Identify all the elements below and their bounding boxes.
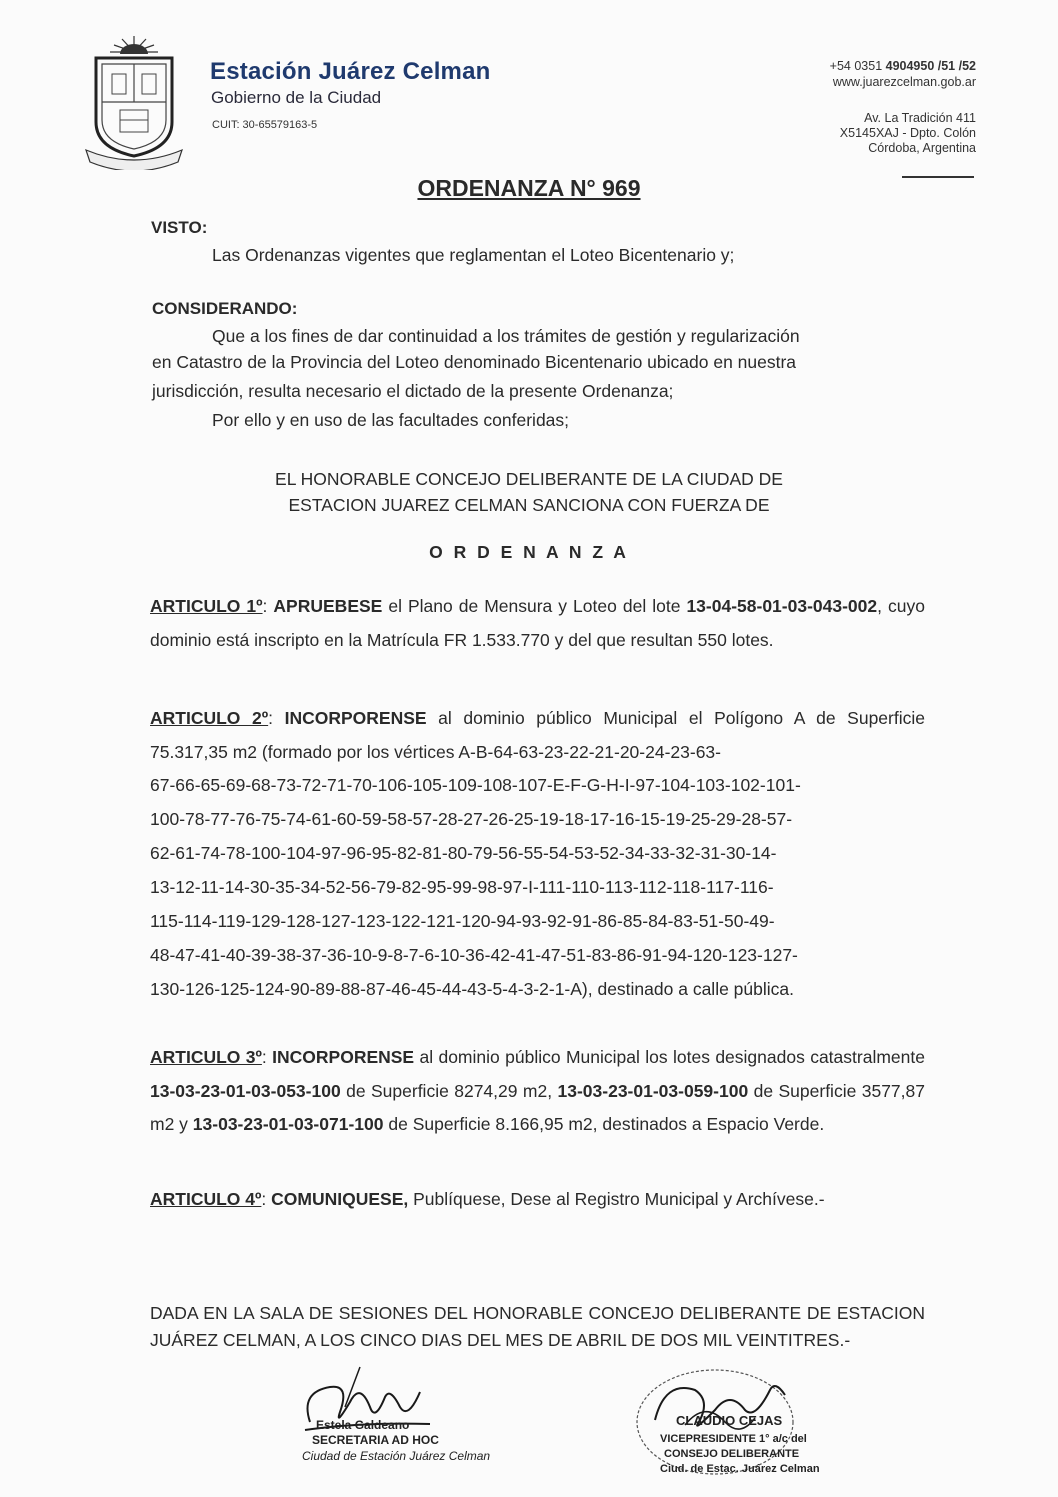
address-line-1: Av. La Tradición 411 [864,111,976,125]
article-4-label: ARTICULO 4º [150,1189,262,1209]
considerando-line-3: jurisdicción, resulta necesario el dictado de la presente Ordenanza; [152,381,674,401]
org-name: Estación Juárez Celman [210,58,491,85]
article-3: ARTICULO 3º: INCORPORENSE al dominio público Municipal los lotes designados catastralmente 13-03-23-01-03-053-100 de Superficie 8274,29 m2, 13-03-23-01-03-059-100 de Superficie 3577,87 m2 y 13-03-23-01-03-071-100 de Superficie 8.166,95 m2, destinados a Espacio Verde. [150,1047,925,1134]
considerando-line-1: Que a los fines de dar continuidad a los trámites de gestión y regularización [212,326,800,346]
right-signatory-role: VICEPRESIDENTE 1° a/c del [660,1433,807,1445]
visto-heading: VISTO: [151,218,208,237]
contact-phone: +54 0351 4904950 /51 /52 [829,59,976,73]
article-4: ARTICULO 4º: COMUNIQUESE, Publíquese, Dese al Registro Municipal y Archívese.- [150,1189,825,1209]
article-4-verb: COMUNIQUESE, [271,1189,409,1209]
vertices-line-1: 67-66-65-69-68-73-72-71-70-106-105-109-108-107-E-F-G-H-I-97-104-103-102-101- [150,775,801,795]
article-1-lot: 13-04-58-01-03-043-002 [686,596,878,616]
considerando-line-2: en Catastro de la Provincia del Loteo denominado Bicentenario ubicado en nuestra [152,352,797,372]
municipal-crest-logo [78,30,190,170]
left-signatory-name: Estela Galdeano [316,1418,410,1432]
considerando-line-4: Por ello y en uso de las facultades conferidas; [212,410,570,430]
vertices-line-6: 48-47-41-40-39-38-37-36-10-9-8-7-6-10-36-42-41-47-51-83-86-91-94-120-123-127- [150,945,798,965]
article-2-label: ARTICULO 2º [150,708,269,728]
visto-text: Las Ordenanzas vigentes que reglamentan el Loteo Bicentenario y; [212,245,735,265]
vertices-line-3: 62-61-74-78-100-104-97-96-95-82-81-80-79-56-55-54-53-52-34-33-32-31-30-14- [150,843,777,863]
article-3-lot-3: 13-03-23-01-03-071-100 [192,1114,384,1134]
vertices-line-4: 13-12-11-14-30-35-34-52-56-79-82-95-99-98-97-I-111-110-113-112-118-117-116- [150,877,774,897]
council-line-1: EL HONORABLE CONCEJO DELIBERANTE DE LA CIUDAD DE [275,469,783,489]
org-subtitle: Gobierno de la Ciudad [211,88,382,107]
vertices-line-2: 100-78-77-76-75-74-61-60-59-58-57-28-27-26-25-19-18-17-16-15-19-25-29-28-57- [150,809,793,829]
article-3-label: ARTICULO 3º [150,1047,262,1067]
document-title: ORDENANZA N° 969 [417,175,641,201]
left-signatory-entity: Ciudad de Estación Juárez Celman [302,1449,491,1463]
address-line-2: X5145XAJ - Dpto. Colón [839,126,976,140]
right-signatory-body: CONSEJO DELIBERANTE [664,1448,800,1460]
left-signatory-role: SECRETARIA AD HOC [312,1433,439,1447]
considerando-heading: CONSIDERANDO: [152,299,298,318]
article-3-lot-2: 13-03-23-01-03-059-100 [557,1080,749,1101]
council-line-2: ESTACION JUAREZ CELMAN SANCIONA CON FUERZA DE [288,495,770,515]
closing-statement: DADA EN LA SALA DE SESIONES DEL HONORABLE CONCEJO DELIBERANTE DE ESTACION JUÁREZ CELMAN, A LOS CINCO DIAS DEL MES DE ABRIL DE DOS MIL VEINTITRES.- [150,1303,925,1350]
org-cuit: CUIT: 30-65579163-5 [212,119,318,131]
address-line-3: Córdoba, Argentina [868,141,976,155]
article-1-verb: APRUEBESE [273,596,383,616]
article-3-verb: INCORPORENSE [272,1047,415,1067]
article-2: ARTICULO 2º: INCORPORENSE al dominio público Municipal el Polígono A de Superficie 75.317,35 m2 (formado por los vértices A-B-64-63-23-22-21-20-24-23-63- [150,708,925,762]
right-signatory-name: CLAUDIO CEJAS [676,1413,783,1428]
vertices-line-7: 130-126-125-124-90-89-88-87-46-45-44-43-5-4-3-2-1-A), destinado a calle pública. [150,979,794,999]
article-1-label: ARTICULO 1º [150,596,263,616]
article-3-lot-1: 13-03-23-01-03-053-100 [150,1080,341,1101]
vertices-line-5: 115-114-119-129-128-127-123-122-121-120-94-93-92-91-86-85-84-83-51-50-49- [150,911,775,931]
article-2-verb: INCORPORENSE [284,708,427,728]
right-signatory-entity: Ciud. de Estac. Juárez Celman [660,1463,820,1475]
article-1: ARTICULO 1º: APRUEBESE el Plano de Mensura y Loteo del lote 13-04-58-01-03-043-002, cuyo dominio está inscripto en la Matrícula FR 1.533.770 y del que resultan 550 lotes. [150,596,925,650]
contact-website: www.juarezcelman.gob.ar [832,75,976,89]
ordenanza-heading: O R D E N A N Z A [429,542,629,562]
